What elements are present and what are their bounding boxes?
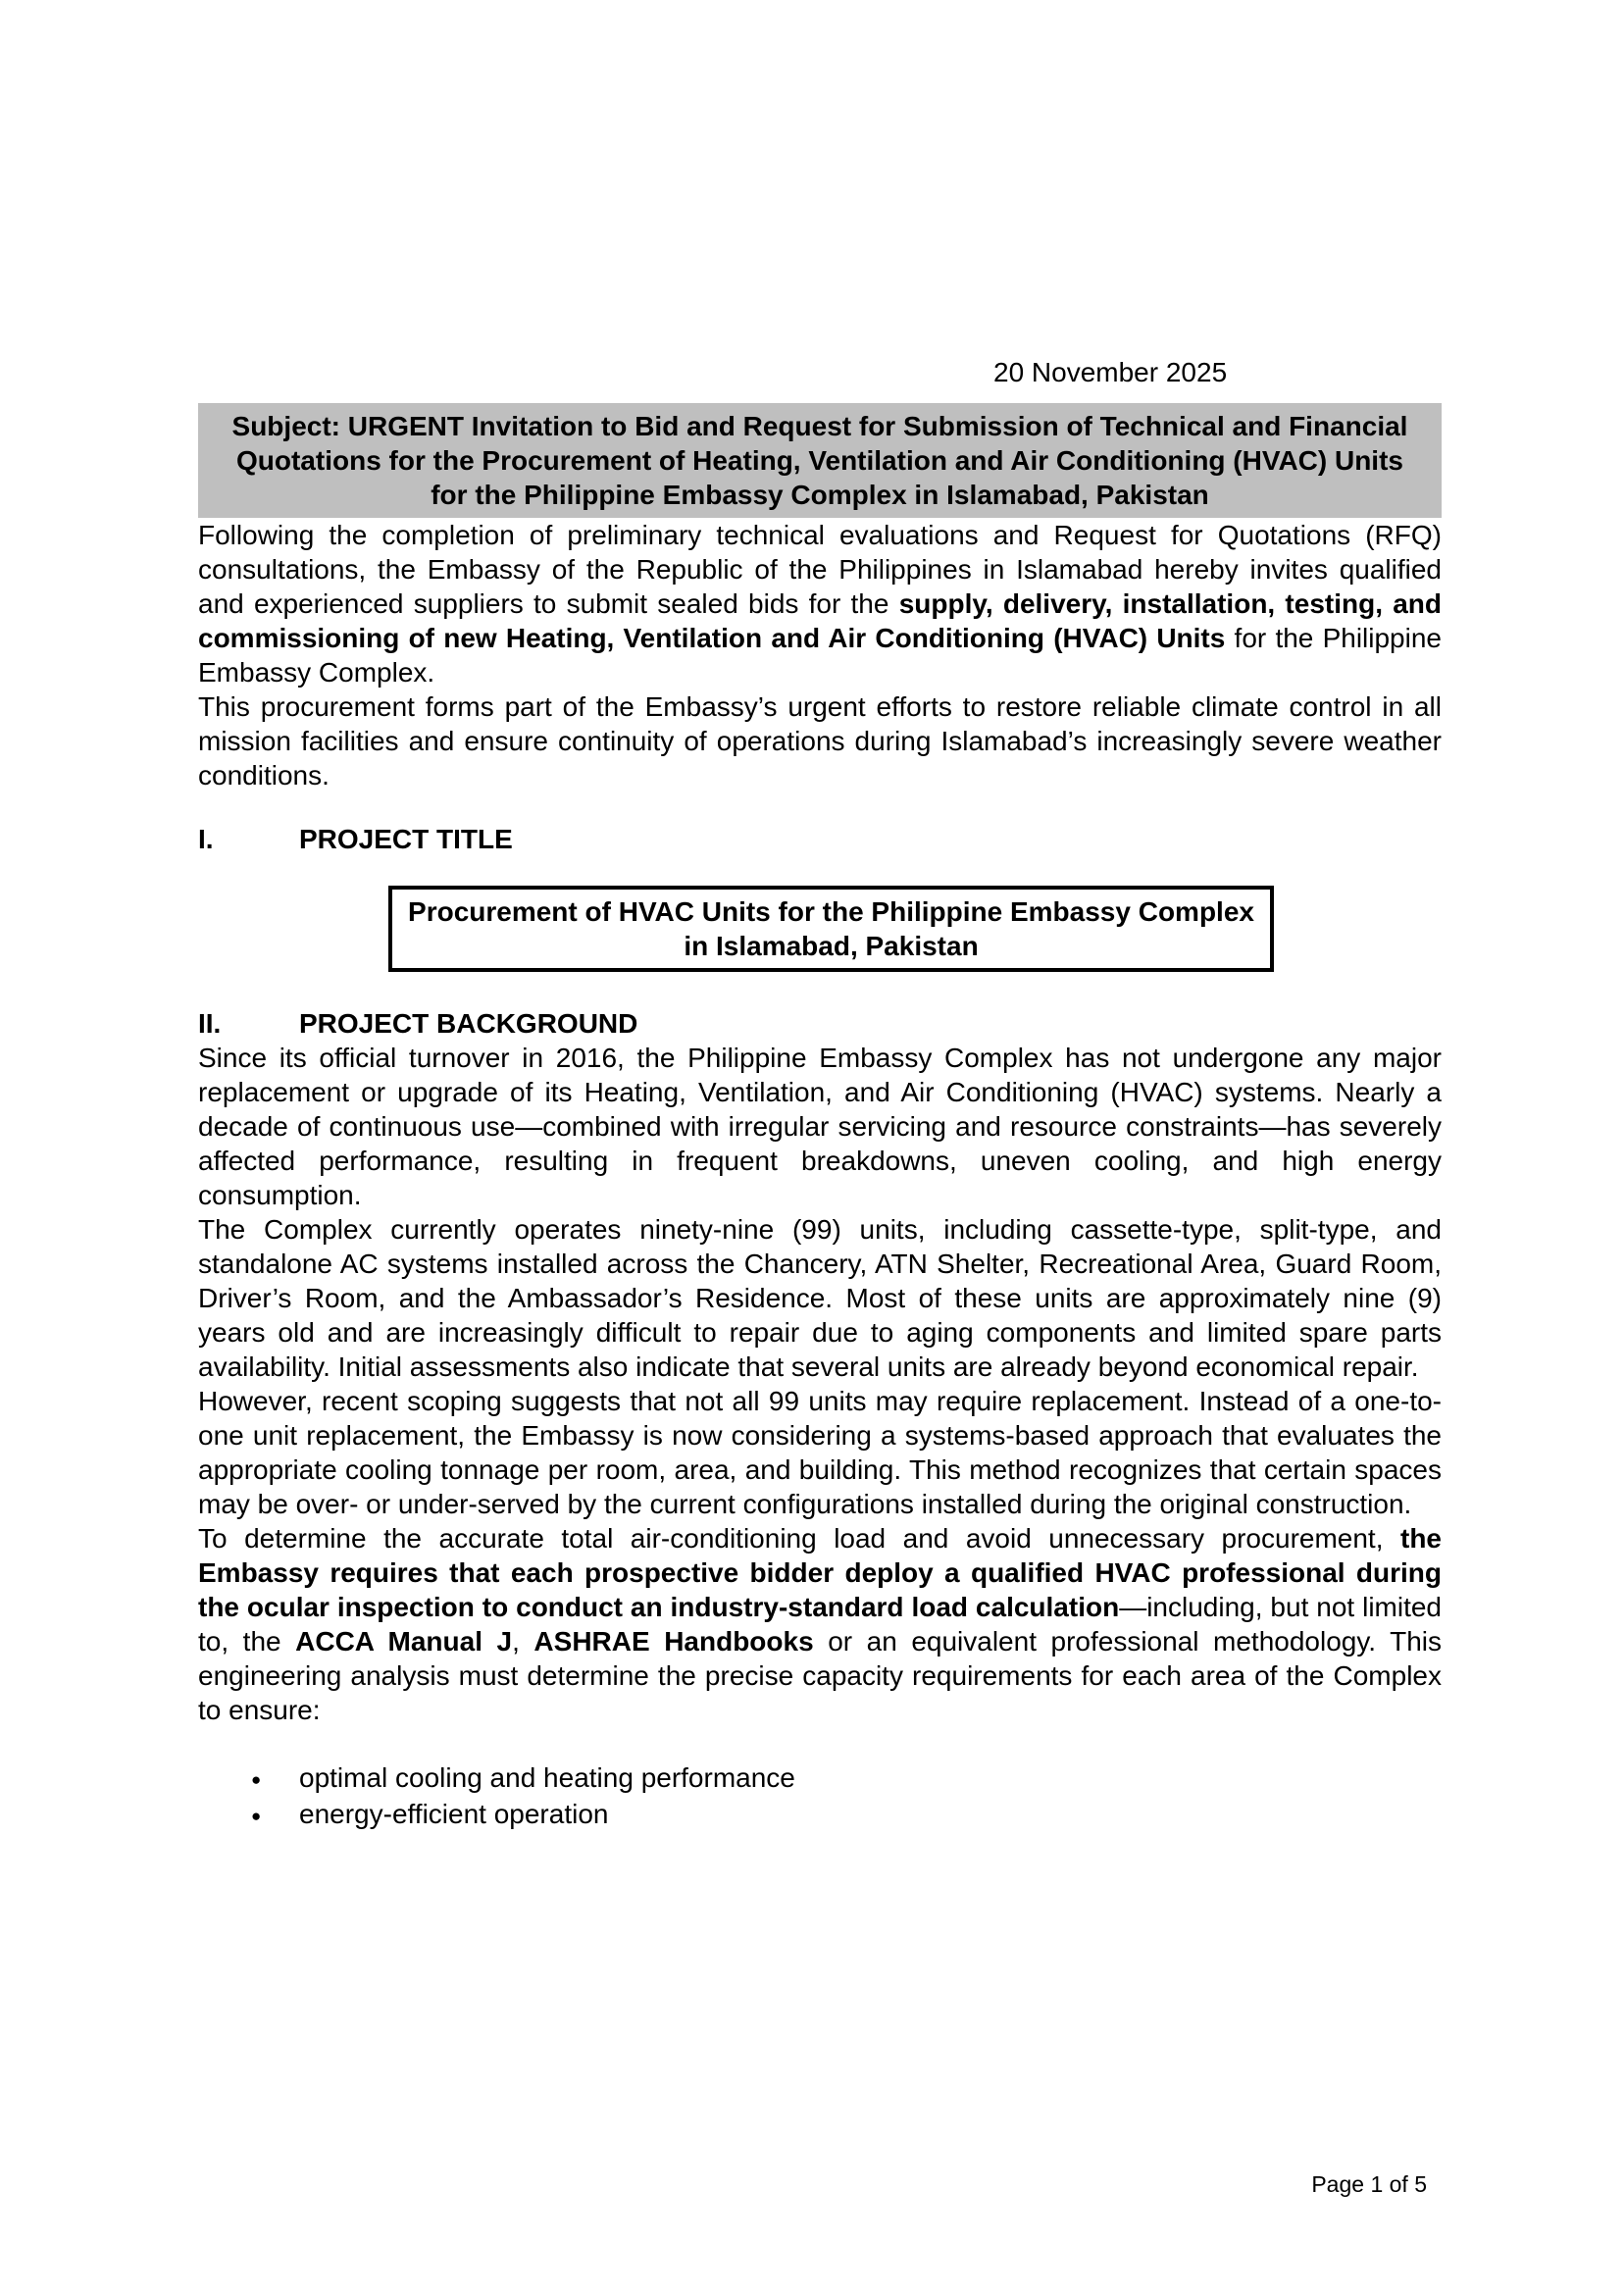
- text-run: Following the completion of preliminary technical evaluations and Request for Quotations (RFQ) consultations, the Embassy of the Republic of the Philippines in Islamabad hereby invites qualified and experienced suppliers to submit sealed bids for the: [198, 520, 1442, 619]
- document-content: [198, 0, 1442, 1833]
- text-run-bold: ASHRAE Handbooks: [533, 1626, 814, 1657]
- text-run-bold: supply, delivery, installation, testing, and commissioning of new Heating, Ventilation and Air Conditioning (HVAC) Units: [198, 588, 1442, 653]
- text-run: —including, but not limited to, the: [198, 1592, 1443, 1657]
- subject-banner: Subject: URGENT Invitation to Bid and Request for Submission of Technical and Financial Quotations for the Procurement of Heating, Ventilation and Air Conditioning (HVAC) Units for the Philippine Embassy Complex in Islamabad, Pakistan: [198, 403, 1442, 518]
- page-number: Page 1 of 5: [1311, 2171, 1427, 2197]
- text-run: or an equivalent professional methodology. This engineering analysis must determine the precise capacity requirements for each area of the Complex to ensure:: [198, 1626, 1442, 1725]
- text-run: ,: [512, 1626, 534, 1657]
- section-title: PROJECT TITLE: [299, 824, 513, 854]
- text-run: To determine the accurate total air-conditioning load and avoid unnecessary procurement,: [198, 1523, 1400, 1554]
- bullet-list: [198, 1760, 1442, 1833]
- section-number: I.: [198, 824, 214, 854]
- list-item: [198, 1760, 1442, 1797]
- paragraph-background-3: However, recent scoping suggests that not all 99 units may require replacement. Instead of a one-to-one unit replacement, the Embassy is now considering a systems-based approach that evaluates the appropriate cooling tonnage per room, area, and building. This method recognizes that certain spaces may be over- or under-served by the current configurations installed during the original construction.: [198, 1386, 1442, 1519]
- section-title: PROJECT BACKGROUND: [299, 1008, 638, 1039]
- text-run: for the Philippine Embassy Complex.: [198, 623, 1442, 688]
- section-heading-project-background: [198, 1006, 1442, 1041]
- bullet-icon: [251, 1797, 299, 1833]
- list-item-text: energy-efficient operation: [299, 1799, 609, 1829]
- paragraph-background-2: The Complex currently operates ninety-nine (99) units, including cassette-type, split-type, and standalone AC systems installed across the Chancery, ATN Shelter, Recreational Area, Guard Room, Driver’s Room, and the Ambassador’s Residence. Most of these units are approximately nine (9) years old and are increasingly difficult to repair due to aging components and limited spare parts availability. Initial assessments also indicate that several units are already beyond economical repair.: [198, 1214, 1442, 1382]
- text-run-bold: the Embassy requires that each prospective bidder deploy a qualified HVAC professional during the ocular inspection to conduct an industry-standard load calculation: [198, 1523, 1442, 1622]
- section-heading-project-title: [198, 822, 1442, 856]
- paragraph-urgency: This procurement forms part of the Embassy’s urgent efforts to restore reliable climate control in all mission facilities and ensure continuity of operations during Islamabad’s increasingly severe weather conditions.: [198, 691, 1442, 790]
- project-title-box: Procurement of HVAC Units for the Philippine Embassy Complex in Islamabad, Pakistan: [388, 886, 1274, 972]
- paragraph-load-calculation: [198, 1521, 1442, 1727]
- list-item: [198, 1797, 1442, 1833]
- paragraph-background-1: Since its official turnover in 2016, the Philippine Embassy Complex has not undergone any major replacement or upgrade of its Heating, Ventilation, and Air Conditioning (HVAC) systems. Nearly a decade of continuous use—combined with irregular servicing and resource constraints—has severely affected performance, resulting in frequent breakdowns, uneven cooling, and high energy consumption.: [198, 1043, 1442, 1210]
- list-item-text: optimal cooling and heating performance: [299, 1762, 795, 1793]
- bullet-icon: [251, 1760, 299, 1797]
- section-number: II.: [198, 1008, 222, 1039]
- text-run-bold: ACCA Manual J: [295, 1626, 513, 1657]
- paragraph-invitation: [198, 518, 1442, 689]
- date: 20 November 2025: [993, 357, 1228, 387]
